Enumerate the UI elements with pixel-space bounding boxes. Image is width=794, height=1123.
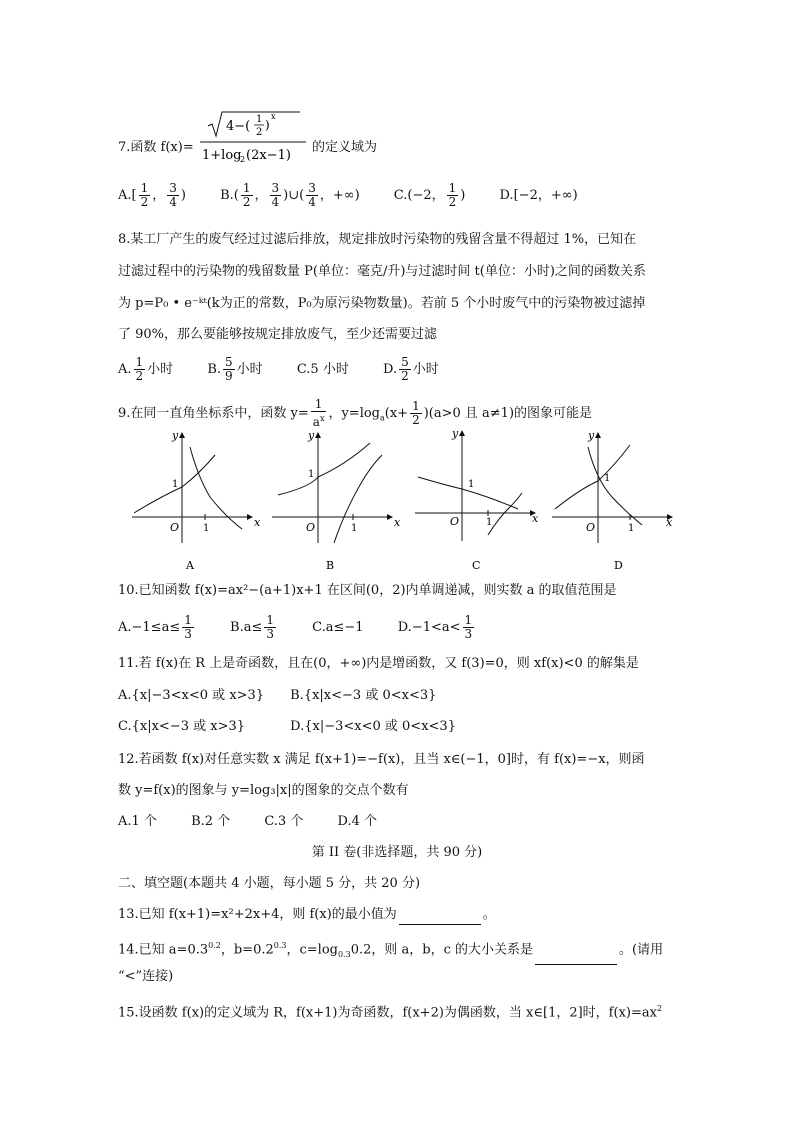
- origin-label: O: [306, 521, 316, 534]
- q8-line-1: 8.某工厂产生的废气经过过滤后排放，规定排放时污染物的残留含量不得超过 1%，已知在: [118, 232, 637, 247]
- question-10: 10.已知函数 f(x)=ax²−(a+1)x+1 在区间(0，2)内单调递减，则实数 a 的取值范围是: [118, 583, 617, 598]
- tick-one-label: 1: [203, 523, 210, 534]
- q8-line-2: 过滤过程中的污染物的残留数量 P(单位：毫克/升)与过滤时间 t(单位：小时)之间的函数关系: [118, 264, 646, 279]
- tick-one-label: 1: [351, 523, 358, 534]
- q11-options-row1: [118, 686, 436, 706]
- q8-option-c: C.5 小时: [296, 362, 349, 377]
- q7-option-b: B.( $\frac{1}{2}$ ， $\frac{3}{4}$ )∪( $\frac{3}{4}$ ，+∞): [220, 181, 360, 209]
- graph-b: [272, 429, 401, 543]
- axis-x-label: x: [666, 516, 673, 529]
- q11-options-row2: [118, 717, 456, 737]
- question-15: 15.设函数 f(x)的定义域为 R，f(x+1)为奇函数，f(x+2)为偶函数，当 x∈[1，2]时，$f(x)=ax^2$: [118, 1004, 663, 1021]
- sqrt-symbol: [208, 112, 300, 136]
- q12-line-1: 12.若函数 f(x)对任意实数 x 满足 f(x+1)=−f(x)，且当 x∈(−1，0]时，有 f(x)=−x，则函: [118, 752, 645, 767]
- graph-c: [415, 427, 539, 541]
- axis-y-label: y: [308, 429, 315, 442]
- q11-option-b: B.{x|x<−3 或 0<x<3}: [290, 688, 437, 703]
- q8-options: [118, 356, 469, 383]
- q10-option-b: B.a≤ $\frac{1}{3}$: [230, 613, 274, 641]
- axis-y-label: y: [172, 429, 179, 442]
- axis-x-label: x: [394, 516, 401, 529]
- tick-one-label: 1: [308, 469, 315, 480]
- q12-options: [118, 812, 407, 832]
- caption-c: C: [472, 559, 481, 572]
- origin-label: O: [586, 521, 596, 534]
- axis-x-label: x: [532, 512, 539, 525]
- question-14: 14.已知 $a=0.3^{0.2}$，$b=0.2^{0.3}$，$c=\log_{0.3}0.2$，则 a，b，c 的大小关系是 。(请用: [118, 936, 663, 965]
- q11-option-a: A.{x|−3<x<0 或 x>3}: [118, 688, 265, 703]
- q7-half-den: 2: [256, 127, 263, 138]
- origin-label: O: [170, 521, 180, 534]
- question-13: 13.已知 f(x+1)=x²+2x+4，则 f(x)的最小值为 。: [118, 905, 496, 925]
- graph-a: [132, 429, 261, 543]
- origin-label: O: [450, 515, 460, 528]
- q7-den-text: 1+log: [202, 148, 242, 163]
- axis-x-label: x: [254, 516, 261, 529]
- q7-option-a: A.[ $\frac{1}{2}$ ， $\frac{3}{4}$ ): [118, 181, 186, 209]
- q11-option-d: D.{x|−3<x<0 或 0<x<3}: [290, 719, 456, 734]
- q7-prefix: 7.函数 f(x)=: [118, 140, 194, 155]
- q9-graphs: [120, 425, 680, 575]
- question-9: 9.在同一直角坐标系中，函数 y= $\frac{1}{a^x}$ ，$y=\log_a(x+$ $\frac{1}{2}$ )(a>0 且 a≠1)的图象可能是: [118, 397, 593, 429]
- q11-option-c: C.{x|x<−3 或 x>3}: [118, 719, 246, 734]
- caption-b: B: [326, 559, 335, 572]
- section-2-title: 第 II 卷(非选择题，共 90 分): [311, 845, 483, 860]
- q7-option-c: C.(−2， $\frac{1}{2}$ ): [393, 181, 466, 209]
- tick-one-label: 1: [172, 479, 179, 490]
- axis-y-label: y: [588, 429, 595, 442]
- q8-option-b: B. $\frac{5}{9}$ 小时: [207, 355, 263, 383]
- q8-line-3: 为 p=P₀ • e⁻ᵏᵗ(k为正的常数，P₀为原污染物数量)。若前 5 个小时废气中的污染物被过滤掉: [118, 296, 646, 311]
- q8-line-4: 了 90%，那么要能够按规定排放废气，至少还需要过滤: [118, 327, 438, 342]
- q10-option-c: C.a≤−1: [312, 620, 364, 635]
- q12-option-b: B.2 个: [191, 814, 231, 829]
- caption-d: D: [614, 559, 623, 572]
- q7-options: [118, 182, 608, 209]
- tick-one-label: 1: [486, 517, 493, 528]
- question-11: 11.若 f(x)在 R 上是奇函数，且在(0，+∞)内是增函数，又 f(3)=0，则 xf(x)<0 的解集是: [118, 656, 639, 671]
- q10-options: [118, 614, 506, 641]
- q10-option-a: A.−1≤a≤ $\frac{1}{3}$: [118, 613, 192, 641]
- q7-den-tail: (2x−1): [246, 148, 291, 163]
- q10-option-d: D.−1<a< $\frac{1}{3}$: [397, 613, 473, 641]
- q7-fraction: [200, 108, 310, 168]
- q7-sqrt-inner: 4−(: [226, 119, 251, 134]
- q12-option-d: D.4 个: [337, 814, 377, 829]
- q8-option-a: A. $\frac{1}{2}$ 小时: [118, 355, 174, 383]
- q7-exp: x: [271, 112, 276, 121]
- axis-y-label: y: [452, 427, 459, 440]
- q13-answer-blank[interactable]: [399, 910, 481, 925]
- caption-a: A: [186, 559, 194, 572]
- fill-in-header: 二、填空题(本题共 4 小题，每小题 5 分，共 20 分): [118, 876, 421, 891]
- tick-one-label: 1: [468, 479, 475, 490]
- graph-d: [552, 429, 673, 543]
- q12-line-2: 数 y=f(x)的图象与 y=log₃|x|的图象的交点个数有: [118, 783, 409, 798]
- q14-line-2: “<”连接): [118, 969, 174, 984]
- tick-one-label: 1: [628, 523, 635, 534]
- q8-option-d: D. $\frac{5}{2}$ 小时: [382, 355, 439, 383]
- q7-suffix: 的定义域为: [312, 140, 378, 155]
- q7-half-num: 1: [256, 114, 263, 125]
- q7-den-sub: 2: [240, 155, 246, 164]
- q12-option-c: C.3 个: [264, 814, 304, 829]
- svg-text:): ): [265, 118, 270, 132]
- tick-one-label: 1: [604, 473, 611, 484]
- q12-option-a: A.1 个: [118, 814, 157, 829]
- q7-option-d: D.[−2，+∞): [499, 188, 578, 203]
- q14-answer-blank[interactable]: [535, 950, 617, 965]
